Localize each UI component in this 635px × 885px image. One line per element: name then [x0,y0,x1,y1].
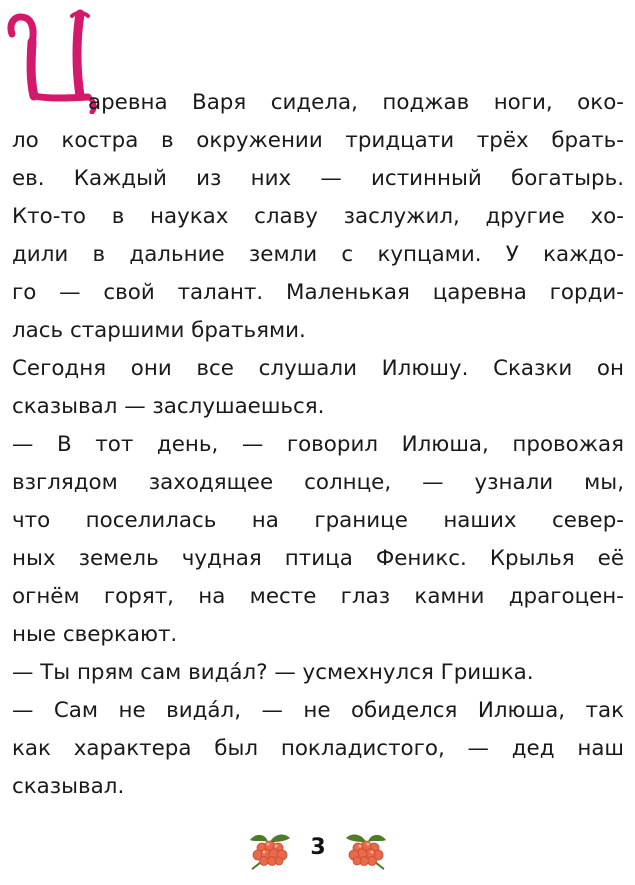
text-line-13: ных земель чудная птица Феникс. Крылья её [12,546,624,571]
text-line-8: Сегодня они все слушали Илюшу. Сказки он [12,356,624,381]
text-line-7: лась старшими братьями. [12,318,306,343]
text-line-5: дили в дальние земли с купцами. У каждо- [12,242,624,267]
text-line-17: — Сам не вида́л, — не обиделся Илюша, так [12,698,624,723]
text-line-1: аревна Варя сидела, поджав ноги, око- [88,90,624,115]
text-line-12: что поселилась на границе наших север- [12,508,624,533]
text-line-14: огнём горят, на месте глаз камни драгоцен- [12,584,624,609]
text-line-4: Кто-то в науках славу заслужил, другие хо- [12,204,624,229]
text-line-6: го — свой талант. Маленькая царевна горди- [12,280,624,305]
cloudberry-icon [342,830,392,870]
text-line-19: сказывал. [12,774,125,799]
text-line-16: — Ты прям сам вида́л? — усмехнулся Гришка. [12,660,534,685]
page-footer [0,822,635,882]
text-line-11: взглядом заходящее солнце, — узнали мы, [12,470,624,495]
text-line-10: — В тот день, — говорил Илюша, провожая [12,432,624,457]
text-line-3: ев. Каждый из них — истинный богатырь. [12,166,624,191]
text-line-2: ло костра в окружении тридцати трёх брать- [12,128,624,153]
text-line-15: ные сверкают. [12,622,178,647]
text-line-18: как характера был покладистого, — дед наш [12,736,624,761]
page-number: 3 [310,835,326,860]
cloudberry-icon [244,830,294,870]
text-line-9: сказывал — заслушаешься. [12,394,325,419]
